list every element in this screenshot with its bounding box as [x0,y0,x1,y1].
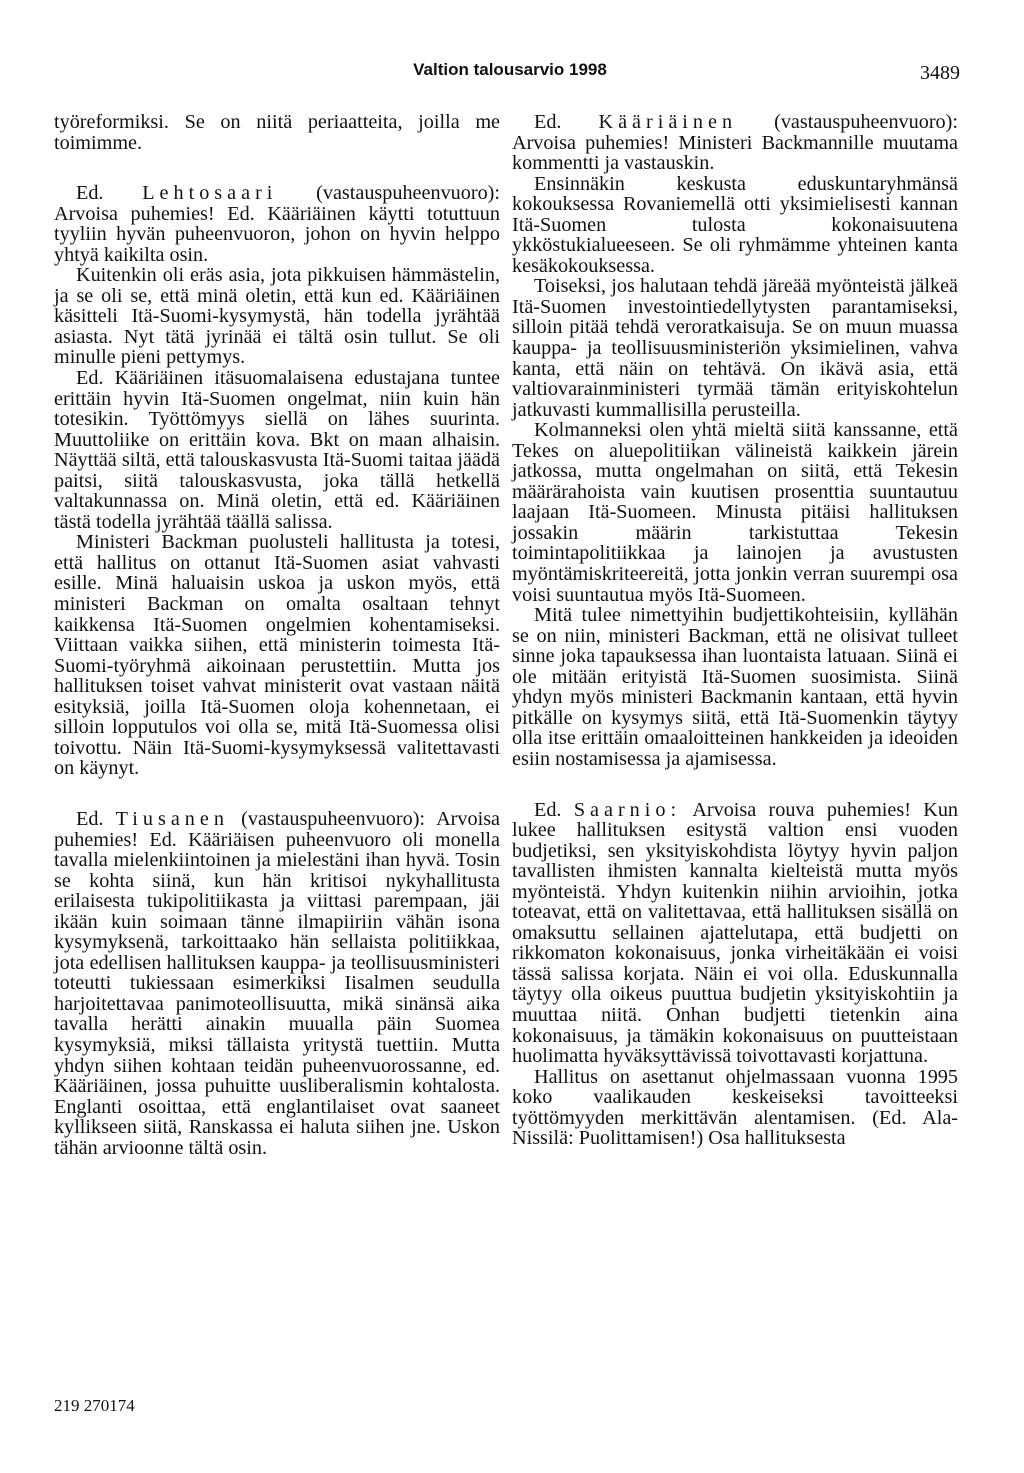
speech-lehtosaari [54,183,500,265]
paragraph: Toiseksi, jos halutaan tehdä järeää myönteistä jälkeä Itä-Suomen investointiedellytysten parantamiseksi, silloin pitää tehdä veroratkaisuja. Se on muun muassa kauppa- ja teollisuusministeriön yksimielinen, vahva kanta, että näin on tehtävä. On ikävä asia, että valtiovarainministeri tyrmää tämän erityiskohtelun jatkuvasti kummallisilla perusteilla. [512,275,958,421]
speaker-prefix: Ed. [76,807,104,830]
speech-saarnio [512,800,958,1067]
paragraph: Hallitus on asettanut ohjelmassaan vuonna 1995 koko vaalikauden keskeiseksi tavoitteeksi työttömyyden merkittävän alentamisen. (Ed. Ala-Nissilä: Puolittamisen!) Osa hallituksesta [512,1065,958,1150]
right-column [512,112,958,1149]
speech-text: (vastauspuheenvuoro): Arvoisa puhemies! Ministeri Backmannille muutama kommentti ja vastauskin. [512,111,958,175]
speech-text: Arvoisa rouva puhemies! Kun lukee hallituksen esitystä valtion ensi vuoden budjetiksi, sen yksityiskohdista löytyy hyvin paljon tavallisten ihmisten kannalta kielteistä mutta myös myönteistä. Yhdyn kuitenkin niihin arvioihin, jotka toteavat, että on valitettavaa, että hallituksen sisällä on omaksuttu sellainen ajattelutapa, että budjetti on rikkomaton kokonaisuus, jonka virheitäkään ei voisi tässä salissa korjata. Näin ei voi olla. Eduskunnalla täytyy olla oikeus puuttua budjetin yksityiskohtiin ja muuttaa niitä. Onhan budjetti tietenkin aina kokonaisuus, ja tämäkin kokonaisuus on puutteistaan huolimatta hyväksyttävissä toivottavasti korjattuna. [512,798,959,1068]
speaker-name: Saarnio: [573,798,682,821]
speaker-prefix: Ed. [76,182,104,205]
paragraph: Ministeri Backman puolusteli hallitusta ja totesi, että hallitus on ottanut Itä-Suomen asiat vahvasti esille. Minä haluaisin uskoa ja uskon myös, että ministeri Backman on omalta osaltaan tehnyt kaikkensa Itä-Suomen ongelmien kohentamiseksi. Viittaan vaikka siihen, että ministerin toimesta Itä-Suomi-työryhmä aikoinaan perustettiin. Mutta jos hallituksen toiset vahvat ministerit ovat vastaan näitä esityksiä, joilla Itä-Suomen oloja kohennetaan, ei silloin lopputulos voi olla se, mitä Itä-Suomessa olisi toivottu. Näin Itä-Suomi-kysymyksessä valitettavasti on käynyt. [54,531,500,780]
speech-text: (vastauspuheenvuoro): Arvoisa puhemies! Ed. Kääriäisen puheenvuoro oli monella tavalla mielenkiintoinen ja mielestäni ihan hyvä. Tosin se kohta siinä, kun hän kritisoi nykyhallitusta erilaisesta tukipolitiikasta ja viittasi parempaan, jäi ikään kuin soimaan tänne ilmapiiriin vähän isona kysymyksenä, tarkoittaako hän sellaista politiikkaa, jota edellisen hallituksen kauppa- ja teollisuusministeri toteutti tukiessaan esimerkiksi Iisalmen seudulla harjoitettavaa panimoteollisuutta, mikä sinänsä aika tavalla herätti ainakin muualla päin Suomea kysymyksiä, miksi tällaista yritystä tuettiin. Mutta yhdyn siihen kohtaan teidän puheenvuorossanne, ed. Kääriäinen, jossa puhuitte uusliberalismin kohtalosta. Englanti osoittaa, että englantilaiset ovat saaneet kyllikseen siitä, Ranskassa ei haluta siihen jne. Uskon tähän arvioonne tältä osin. [54,807,501,1159]
speaker-name: Lehtosaari [142,182,278,205]
speaker-prefix: Ed. [534,111,562,133]
paragraph: Ensinnäkin keskusta eduskuntaryhmänsä kokouksessa Rovaniemellä otti yksimielisesti kannan Itä-Suomen tulosta kokonaisuutena ykköstukialueeseen. Se oli ryhmämme yhteinen kanta kesäkokouksessa. [512,172,958,277]
left-column [54,112,500,1158]
page-number: 3489 [920,62,960,84]
speaker-name: Tiusanen [115,807,229,830]
paragraph: Kuitenkin oli eräs asia, jota pikkuisen hämmästelin, ja se oli se, että minä oletin, että kun ed. Kääriäinen käsitteli Itä-Suomi-kysymystä, hän todella jyrähtää asiasta. Nyt tätä jyrinää ei tältä osin tullut. Se oli minulle pieni pettymys. [54,264,500,369]
paragraph: Kolmanneksi olen yhtä mieltä siitä kanssanne, että Tekes on aluepolitiikan välineistä kaikkein järein jatkossa, mutta ongelmahan on siitä, että Tekesin määrärahoista vain kuutisen prosenttia suuntautuu laajaan Itä-Suomeen. Minusta pitäisi hallituksen jossakin määrin tarkistuttaa Tekesin toimintapolitiikkaa ja lainojen ja avustusten myöntämiskriteereitä, jotta jonkin verran suurempi osa voisi suuntautua myös Itä-Suomeen. [512,419,958,606]
speaker-name: Kääriäinen [598,111,738,133]
paragraph: työreformiksi. Se on niitä periaatteita, joilla me toimimme. [54,111,500,154]
paragraph: Ed. Kääriäinen itäsuomalaisena edustajana tuntee erittäin hyvin Itä-Suomen ongelmat, niin kuin hän totesikin. Työttömyys siellä on lähes suurinta. Muuttoliike on erittäin kova. Bkt on maan alhaisin. Näyttää siltä, että talouskasvusta Itä-Suomi taitaa jäädä paitsi, siitä talouskasvusta, joka tällä hetkellä valtakunnassa on. Minä oletin, että ed. Kääriäinen tästä todella jyrähtää täällä salissa. [54,367,500,533]
speaker-prefix: Ed. [534,798,562,821]
speech-tiusanen [54,809,500,1158]
speech-text: (vastauspuheenvuoro): Arvoisa puhemies! Ed. Kääriäinen käytti totuttuun tyyliin hyvän puheenvuoron, johon on hyvin helppo yhtyä kaikilta osin. [54,182,501,266]
speech-kaariainen [512,112,958,174]
footer-code: 219 270174 [54,1396,135,1415]
paragraph: Mitä tulee nimettyihin budjettikohteisiin, kyllähän se on niin, ministeri Backman, että ne olisivat tulleet sinne joka tapauksessa ihan luontaista latuaan. Siinä ei ole mitään erityistä Itä-Suomen suosimista. Siinä yhdyn myös ministeri Backmanin kantaan, että hyvin pitkälle on kysymys siitä, että Itä-Suomenkin täytyy olla itse erittäin omaaloitteinen hankkeiden ja ideoiden esiin nostamisessa ja ajamisessa. [512,604,958,770]
running-header-title: Valtion talousarvio 1998 [413,60,607,79]
